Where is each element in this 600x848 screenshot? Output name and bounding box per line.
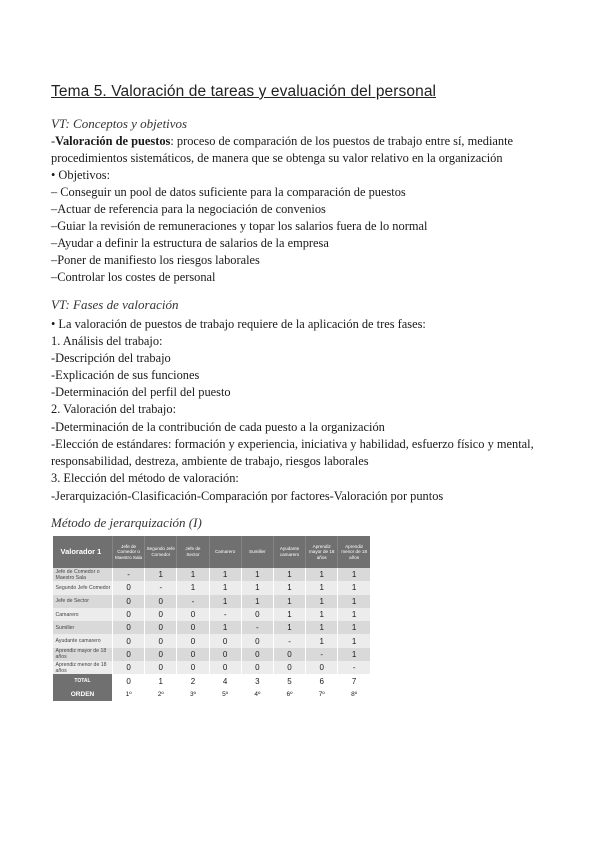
total-cell: 4 (209, 674, 241, 687)
section-heading-method: Método de jerarquización (I) (51, 515, 202, 530)
definition-line (51, 133, 513, 150)
table-cell: 0 (241, 661, 273, 674)
table-cell: 0 (209, 634, 241, 647)
table-cell: 0 (145, 634, 177, 647)
table-row (53, 648, 371, 661)
order-cell: 4º (241, 688, 273, 701)
column-header: Jefe de Comedor o Maestro Sala (113, 536, 145, 568)
table-cell: 0 (273, 661, 305, 674)
table-cell: 1 (306, 595, 338, 608)
total-cell: 2 (177, 674, 209, 687)
table-row (53, 621, 371, 634)
phase-line: 3. Elección del método de valoración: (51, 471, 239, 485)
table-cell: 1 (241, 568, 273, 581)
table-cell: - (209, 608, 241, 621)
row-label: Jefe de Sector (53, 595, 113, 608)
table-cell: 1 (273, 621, 305, 634)
table-cell: 0 (306, 661, 338, 674)
table-cell: 1 (209, 568, 241, 581)
table-cell: 1 (177, 568, 209, 581)
table-cell: 0 (177, 648, 209, 661)
table-row (53, 581, 371, 594)
column-header: Camarero (209, 536, 241, 568)
table-cell: - (273, 634, 305, 647)
table-cell: 0 (113, 581, 145, 594)
phase-line: responsabilidad, destreza, ambiente de trabajo, riesgos laborales (51, 454, 369, 468)
order-row (53, 688, 371, 701)
table-cell: 1 (338, 568, 370, 581)
table-cell: 0 (177, 621, 209, 634)
phase-line: -Elección de estándares: formación y experiencia, iniciativa y habilidad, esfuerzo físico y mental, (51, 437, 534, 451)
table-cell: 1 (145, 568, 177, 581)
table-cell: 0 (113, 661, 145, 674)
definition-continuation: procedimientos sistemáticos, de manera que se obtenga su valor relativo en la organización (51, 151, 503, 165)
table-cell: 1 (306, 634, 338, 647)
table-cell: - (177, 595, 209, 608)
total-cell: 1 (145, 674, 177, 687)
table-cell: 1 (338, 595, 370, 608)
order-cell: 3º (177, 688, 209, 701)
page-title: Tema 5. Valoración de tareas y evaluación del personal (51, 83, 437, 100)
table-cell: 0 (145, 608, 177, 621)
table-cell: 1 (306, 568, 338, 581)
column-header: Jefe de Sector (177, 536, 209, 568)
row-label: Ayudante camarero (53, 634, 113, 647)
total-cell: 6 (306, 674, 338, 687)
table-cell: 1 (273, 595, 305, 608)
table-cell: 0 (145, 621, 177, 634)
row-label: Camarero (53, 608, 113, 621)
table-cell: 1 (338, 648, 370, 661)
objectives-label: • Objetivos: (51, 168, 111, 182)
column-header: Sumiller (241, 536, 273, 568)
table-cell: 1 (338, 581, 370, 594)
table-cell: 0 (177, 634, 209, 647)
table-row (53, 634, 371, 647)
objective-item: –Ayudar a definir la estructura de salarios de la empresa (51, 236, 329, 250)
phase-line: -Determinación del perfil del puesto (51, 385, 231, 399)
table-cell: 0 (241, 648, 273, 661)
definition-term: Valoración de puestos (55, 134, 171, 148)
objective-item: –Actuar de referencia para la negociación de convenios (51, 202, 326, 216)
section-heading-phases: VT: Fases de valoración (51, 297, 179, 312)
table-cell: 0 (113, 634, 145, 647)
phase-line: -Descripción del trabajo (51, 351, 171, 365)
table-cell: 1 (209, 621, 241, 634)
column-header: Aprendiz mayor de 18 años (306, 536, 338, 568)
table-header-row (53, 536, 371, 568)
column-header: Segundo Jefe Comedor (145, 536, 177, 568)
table-row (53, 608, 371, 621)
total-cell: 3 (241, 674, 273, 687)
table-cell: 1 (338, 634, 370, 647)
table-cell: 1 (241, 581, 273, 594)
order-cell: 5º (209, 688, 241, 701)
table-cell: 1 (306, 621, 338, 634)
objective-item: –Guiar la revisión de remuneraciones y topar los salarios fuera de lo normal (51, 219, 428, 233)
phase-line: -Explicación de sus funciones (51, 368, 200, 382)
table-cell: 0 (145, 648, 177, 661)
table-cell: 1 (209, 595, 241, 608)
row-label: Aprendiz mayor de 18 años (53, 648, 113, 661)
table-cell: 1 (273, 581, 305, 594)
order-cell: 8º (338, 688, 370, 701)
column-header: Ayudante camarero (273, 536, 305, 568)
objective-item: –Controlar los costes de personal (51, 270, 216, 284)
total-cell: 7 (338, 674, 370, 687)
definition-prefix: - (51, 134, 56, 148)
phase-line: • La valoración de puestos de trabajo requiere de la aplicación de tres fases: (51, 317, 426, 331)
order-cell: 1º (113, 688, 145, 701)
table-cell: 0 (209, 661, 241, 674)
order-cell: 2º (145, 688, 177, 701)
ranking-table (52, 536, 370, 701)
total-cell: 0 (113, 674, 145, 687)
table-cell: 1 (338, 621, 370, 634)
phase-line: -Jerarquización-Clasificación-Comparación por factores-Valoración por puntos (51, 489, 444, 503)
table-cell: 1 (241, 595, 273, 608)
phase-line: 1. Análisis del trabajo: (51, 334, 163, 348)
table-cell: 0 (113, 608, 145, 621)
table-cell: 1 (306, 608, 338, 621)
order-cell: 6º (273, 688, 305, 701)
table-cell: 0 (177, 661, 209, 674)
order-label: ORDEN (53, 688, 113, 701)
table-cell: 0 (241, 634, 273, 647)
table-cell: - (306, 648, 338, 661)
total-label: TOTAL (53, 674, 113, 687)
table-cell: 1 (273, 568, 305, 581)
table-cell: - (338, 661, 370, 674)
table-cell: - (241, 621, 273, 634)
row-label: Aprendiz menor de 18 años (53, 661, 113, 674)
table-cell: - (113, 568, 145, 581)
table-cell: 1 (338, 608, 370, 621)
table-cell: 1 (306, 581, 338, 594)
table-cell: 0 (145, 595, 177, 608)
table-row (53, 595, 371, 608)
table-cell: 0 (113, 595, 145, 608)
total-cell: 5 (273, 674, 305, 687)
row-label: Jefe de Comedor o Maestro Sala (53, 568, 113, 581)
table-cell: 0 (113, 621, 145, 634)
objective-item: – Conseguir un pool de datos suficiente para la comparación de puestos (51, 185, 406, 199)
phase-line: -Determinación de la contribución de cada puesto a la organización (51, 420, 385, 434)
table-row (53, 568, 371, 581)
table-cell: 1 (209, 581, 241, 594)
total-row (53, 674, 371, 687)
row-label: Sumiller (53, 621, 113, 634)
phase-line: 2. Valoración del trabajo: (51, 402, 177, 416)
table-cell: 0 (241, 608, 273, 621)
table-cell: 0 (273, 648, 305, 661)
table-corner-label: Valorador 1 (53, 536, 113, 568)
table-cell: 1 (273, 608, 305, 621)
table-row (53, 661, 371, 674)
definition-text: : proceso de comparación de los puestos de trabajo entre sí, mediante (170, 134, 514, 148)
table-cell: - (145, 581, 177, 594)
table-cell: 0 (113, 648, 145, 661)
table-cell: 0 (209, 648, 241, 661)
objective-item: –Poner de manifiesto los riesgos laborales (51, 253, 260, 267)
order-cell: 7º (306, 688, 338, 701)
row-label: Segundo Jefe Comedor (53, 581, 113, 594)
section-heading-concepts: VT: Conceptos y objetivos (51, 116, 188, 131)
table-cell: 0 (145, 661, 177, 674)
table-cell: 1 (177, 581, 209, 594)
column-header: Aprendiz menor de 18 años (338, 536, 370, 568)
table-cell: 0 (177, 608, 209, 621)
